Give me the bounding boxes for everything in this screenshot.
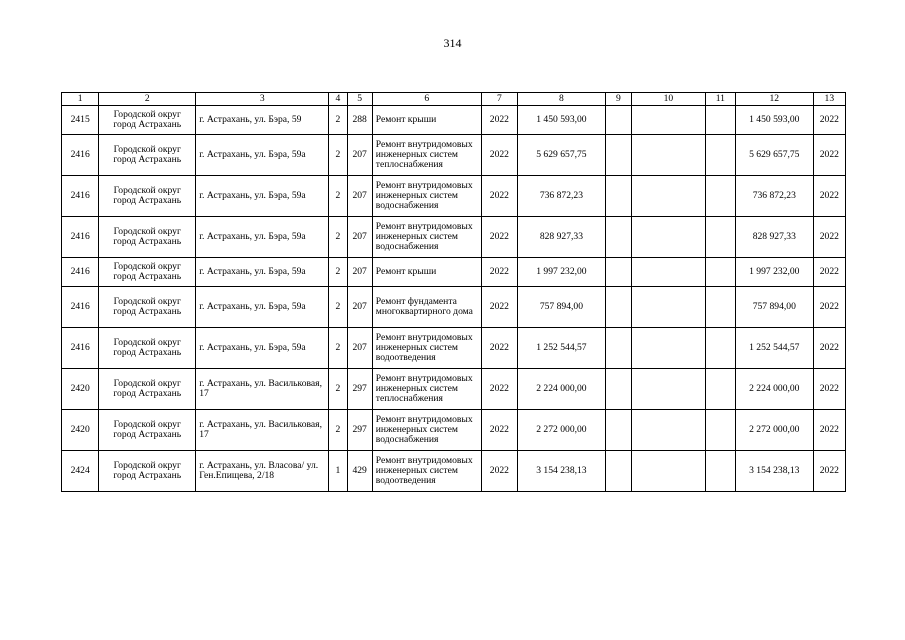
cell-col-9	[605, 328, 631, 369]
cell-row-id: 2416	[62, 176, 99, 217]
table-row	[62, 258, 846, 287]
cell-col-10	[632, 106, 706, 135]
cell-cost: 2 272 000,00	[518, 410, 606, 451]
cell-col-13: 2022	[813, 258, 845, 287]
cell-col-5: 297	[347, 369, 372, 410]
cell-col-9	[605, 287, 631, 328]
cell-total: 5 629 657,75	[735, 135, 813, 176]
cell-col-13: 2022	[813, 287, 845, 328]
cell-col-13: 2022	[813, 217, 845, 258]
cell-cost: 1 450 593,00	[518, 106, 606, 135]
cell-row-id: 2416	[62, 258, 99, 287]
cell-col-4: 2	[329, 410, 347, 451]
table-row	[62, 106, 846, 135]
cell-col-11	[705, 135, 735, 176]
cell-col-4: 2	[329, 217, 347, 258]
cell-col-9	[605, 135, 631, 176]
column-number-row	[62, 93, 846, 106]
cell-col-9	[605, 369, 631, 410]
cell-cost: 828 927,33	[518, 217, 606, 258]
cell-municipality: Городской округ город Астрахань	[99, 451, 196, 492]
cell-year: 2022	[481, 176, 517, 217]
cell-row-id: 2415	[62, 106, 99, 135]
cell-col-4: 2	[329, 328, 347, 369]
cell-col-11	[705, 328, 735, 369]
cell-year: 2022	[481, 410, 517, 451]
cell-cost: 757 894,00	[518, 287, 606, 328]
cell-row-id: 2420	[62, 410, 99, 451]
cell-address: г. Астрахань, ул. Васильковая, 17	[196, 369, 329, 410]
cell-year: 2022	[481, 258, 517, 287]
cell-municipality: Городской округ город Астрахань	[99, 258, 196, 287]
column-number-4: 4	[329, 93, 347, 106]
cell-col-4: 2	[329, 176, 347, 217]
cell-col-5: 207	[347, 258, 372, 287]
cell-col-11	[705, 287, 735, 328]
cell-total: 1 450 593,00	[735, 106, 813, 135]
repair-registry-table	[61, 92, 846, 492]
cell-col-10	[632, 217, 706, 258]
cell-work-type: Ремонт крыши	[372, 106, 481, 135]
cell-row-id: 2416	[62, 217, 99, 258]
column-number-9: 9	[605, 93, 631, 106]
cell-col-9	[605, 217, 631, 258]
column-number-12: 12	[735, 93, 813, 106]
cell-work-type: Ремонт крыши	[372, 258, 481, 287]
cell-row-id: 2416	[62, 135, 99, 176]
cell-row-id: 2416	[62, 287, 99, 328]
cell-municipality: Городской округ город Астрахань	[99, 176, 196, 217]
cell-col-10	[632, 135, 706, 176]
cell-col-5: 288	[347, 106, 372, 135]
cell-col-13: 2022	[813, 451, 845, 492]
cell-col-4: 2	[329, 287, 347, 328]
cell-col-11	[705, 217, 735, 258]
cell-municipality: Городской округ город Астрахань	[99, 135, 196, 176]
column-number-3: 3	[196, 93, 329, 106]
cell-col-4: 1	[329, 451, 347, 492]
table-row	[62, 217, 846, 258]
cell-total: 828 927,33	[735, 217, 813, 258]
cell-col-11	[705, 258, 735, 287]
table-row	[62, 410, 846, 451]
table-row	[62, 328, 846, 369]
cell-col-4: 2	[329, 106, 347, 135]
cell-address: г. Астрахань, ул. Бэра, 59	[196, 106, 329, 135]
column-number-2: 2	[99, 93, 196, 106]
cell-col-10	[632, 258, 706, 287]
cell-year: 2022	[481, 328, 517, 369]
table-row	[62, 176, 846, 217]
cell-cost: 3 154 238,13	[518, 451, 606, 492]
cell-col-11	[705, 451, 735, 492]
cell-col-13: 2022	[813, 369, 845, 410]
cell-total: 757 894,00	[735, 287, 813, 328]
cell-row-id: 2424	[62, 451, 99, 492]
cell-col-10	[632, 410, 706, 451]
cell-work-type: Ремонт внутридомовых инженерных систем водоснабжения	[372, 410, 481, 451]
cell-col-9	[605, 410, 631, 451]
cell-municipality: Городской округ город Астрахань	[99, 106, 196, 135]
cell-col-10	[632, 287, 706, 328]
cell-total: 2 224 000,00	[735, 369, 813, 410]
cell-year: 2022	[481, 369, 517, 410]
table-row	[62, 451, 846, 492]
cell-work-type: Ремонт внутридомовых инженерных систем теплоснабжения	[372, 135, 481, 176]
cell-cost: 2 224 000,00	[518, 369, 606, 410]
cell-row-id: 2416	[62, 328, 99, 369]
cell-municipality: Городской округ город Астрахань	[99, 410, 196, 451]
cell-col-5: 429	[347, 451, 372, 492]
cell-col-11	[705, 410, 735, 451]
cell-col-9	[605, 106, 631, 135]
column-number-5: 5	[347, 93, 372, 106]
cell-col-10	[632, 451, 706, 492]
table-row	[62, 369, 846, 410]
cell-col-4: 2	[329, 258, 347, 287]
cell-cost: 736 872,23	[518, 176, 606, 217]
cell-address: г. Астрахань, ул. Бэра, 59а	[196, 135, 329, 176]
cell-col-13: 2022	[813, 135, 845, 176]
cell-col-13: 2022	[813, 176, 845, 217]
column-number-7: 7	[481, 93, 517, 106]
cell-col-5: 207	[347, 217, 372, 258]
cell-municipality: Городской округ город Астрахань	[99, 328, 196, 369]
cell-col-13: 2022	[813, 106, 845, 135]
column-number-10: 10	[632, 93, 706, 106]
page-number: 314	[443, 36, 462, 50]
cell-address: г. Астрахань, ул. Бэра, 59а	[196, 217, 329, 258]
cell-total: 2 272 000,00	[735, 410, 813, 451]
cell-year: 2022	[481, 287, 517, 328]
cell-col-10	[632, 328, 706, 369]
cell-address: г. Астрахань, ул. Васильковая, 17	[196, 410, 329, 451]
cell-address: г. Астрахань, ул. Бэра, 59а	[196, 176, 329, 217]
cell-col-4: 2	[329, 369, 347, 410]
column-number-8: 8	[518, 93, 606, 106]
cell-work-type: Ремонт внутридомовых инженерных систем водоснабжения	[372, 176, 481, 217]
cell-work-type: Ремонт внутридомовых инженерных систем водоотведения	[372, 328, 481, 369]
cell-col-13: 2022	[813, 410, 845, 451]
cell-address: г. Астрахань, ул. Бэра, 59а	[196, 328, 329, 369]
cell-municipality: Городской округ город Астрахань	[99, 287, 196, 328]
column-number-6: 6	[372, 93, 481, 106]
cell-col-4: 2	[329, 135, 347, 176]
cell-col-5: 297	[347, 410, 372, 451]
cell-municipality: Городской округ город Астрахань	[99, 217, 196, 258]
cell-col-11	[705, 176, 735, 217]
cell-address: г. Астрахань, ул. Бэра, 59а	[196, 258, 329, 287]
column-number-1: 1	[62, 93, 99, 106]
cell-col-5: 207	[347, 135, 372, 176]
cell-year: 2022	[481, 217, 517, 258]
cell-total: 1 997 232,00	[735, 258, 813, 287]
cell-address: г. Астрахань, ул. Власова/ ул. Ген.Епищева, 2/18	[196, 451, 329, 492]
cell-cost: 1 997 232,00	[518, 258, 606, 287]
cell-address: г. Астрахань, ул. Бэра, 59а	[196, 287, 329, 328]
cell-total: 1 252 544,57	[735, 328, 813, 369]
cell-col-13: 2022	[813, 328, 845, 369]
cell-col-9	[605, 176, 631, 217]
column-number-13: 13	[813, 93, 845, 106]
cell-work-type: Ремонт фундамента многоквартирного дома	[372, 287, 481, 328]
cell-cost: 5 629 657,75	[518, 135, 606, 176]
cell-col-5: 207	[347, 287, 372, 328]
table-row	[62, 287, 846, 328]
column-number-11: 11	[705, 93, 735, 106]
cell-col-10	[632, 176, 706, 217]
cell-work-type: Ремонт внутридомовых инженерных систем водоснабжения	[372, 217, 481, 258]
cell-col-11	[705, 369, 735, 410]
cell-cost: 1 252 544,57	[518, 328, 606, 369]
cell-col-11	[705, 106, 735, 135]
cell-year: 2022	[481, 451, 517, 492]
cell-col-10	[632, 369, 706, 410]
cell-total: 3 154 238,13	[735, 451, 813, 492]
cell-col-9	[605, 258, 631, 287]
cell-work-type: Ремонт внутридомовых инженерных систем теплоснабжения	[372, 369, 481, 410]
cell-total: 736 872,23	[735, 176, 813, 217]
cell-work-type: Ремонт внутридомовых инженерных систем водоотведения	[372, 451, 481, 492]
cell-year: 2022	[481, 135, 517, 176]
table-row	[62, 135, 846, 176]
cell-col-5: 207	[347, 328, 372, 369]
cell-municipality: Городской округ город Астрахань	[99, 369, 196, 410]
cell-row-id: 2420	[62, 369, 99, 410]
cell-col-5: 207	[347, 176, 372, 217]
cell-col-9	[605, 451, 631, 492]
cell-year: 2022	[481, 106, 517, 135]
